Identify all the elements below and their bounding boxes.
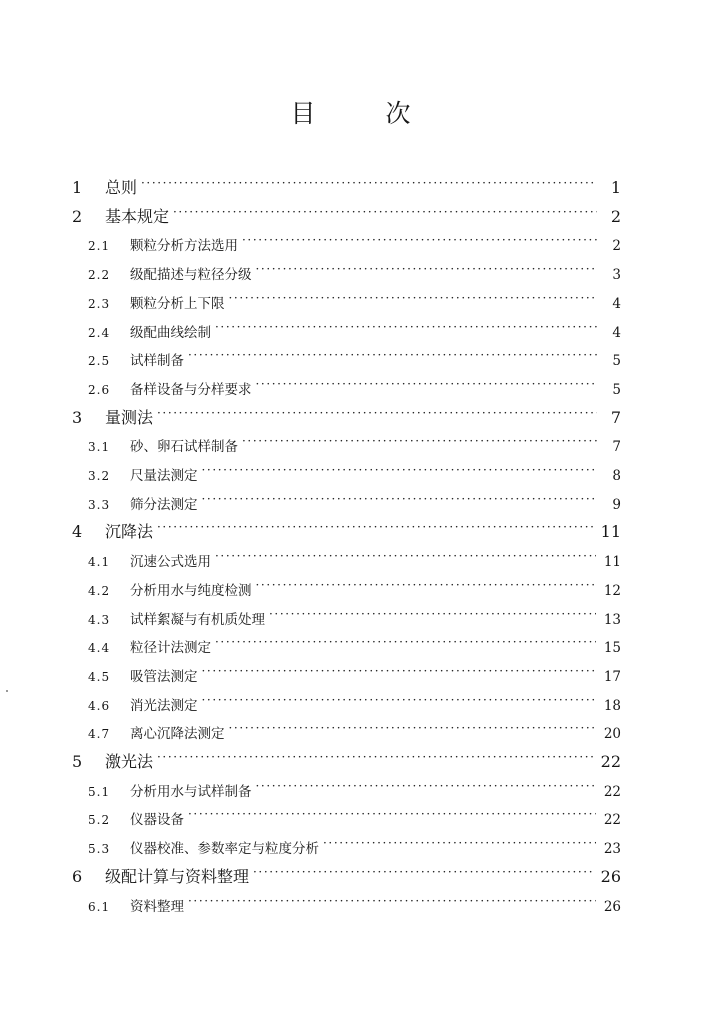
- toc-entry-label: 尺量法测定: [130, 468, 198, 484]
- toc-entry-label: 试样制备: [130, 353, 184, 370]
- toc-entry-page: 4: [612, 324, 621, 341]
- toc-entry-label: 量测法: [105, 407, 154, 427]
- toc-entry-page: 23: [603, 841, 621, 858]
- toc-entry-page: 26: [600, 866, 621, 886]
- toc-entry-page: 12: [603, 582, 621, 599]
- toc-entry[interactable]: [88, 774, 621, 800]
- toc-entry-number: 6.1: [88, 899, 111, 914]
- toc-entry-label: 级配描述与粒径分级: [130, 267, 252, 284]
- toc-leader-dots: [229, 716, 596, 738]
- toc-entry-page: 5: [612, 353, 621, 370]
- toc-leader-dots: [157, 401, 597, 423]
- toc-entry-page: 13: [603, 611, 621, 628]
- toc-leader-dots: [202, 659, 596, 681]
- toc-entry-label: 分析用水与试样制备: [130, 783, 252, 800]
- toc-entry-label: 离心沉降法测定: [130, 726, 225, 743]
- toc-entry[interactable]: [88, 573, 621, 599]
- toc-entry-label: 备样设备与分样要求: [130, 381, 252, 398]
- toc-entry-page: 2: [612, 238, 621, 255]
- toc-leader-dots: [242, 429, 597, 451]
- toc-entry[interactable]: [88, 630, 621, 657]
- toc-entry-number: 4.3: [88, 612, 111, 627]
- toc-leader-dots: [256, 573, 596, 595]
- toc-leader-dots: [229, 286, 598, 308]
- toc-leader-dots: [215, 544, 596, 566]
- toc-leader-dots: [173, 200, 597, 222]
- toc-entry[interactable]: [88, 602, 621, 628]
- toc-leader-dots: [157, 515, 593, 537]
- toc-leader-dots: [215, 315, 597, 337]
- toc-entry-number: 4.4: [88, 641, 111, 656]
- toc-entry[interactable]: [88, 889, 621, 915]
- toc-entry[interactable]: [88, 315, 621, 341]
- toc-entry-page: 26: [603, 898, 621, 915]
- toc-entry[interactable]: [88, 831, 621, 858]
- toc-entry-label: 沉降法: [105, 522, 154, 542]
- toc-entry-number: 3: [72, 407, 83, 427]
- toc-entry[interactable]: [88, 659, 621, 685]
- toc-entry[interactable]: [88, 688, 621, 714]
- toc-entry-number: 2.4: [88, 325, 111, 340]
- toc-entry-page: 7: [612, 439, 621, 456]
- toc-entry[interactable]: [88, 257, 621, 284]
- toc-entry[interactable]: [88, 458, 621, 484]
- toc-entry[interactable]: [72, 200, 621, 226]
- toc-entry[interactable]: [88, 802, 621, 829]
- toc-entry-label: 沉速公式选用: [130, 554, 211, 571]
- toc-entry-label: 筛分法测定: [130, 496, 198, 513]
- toc-entry-label: 级配计算与资料整理: [105, 866, 250, 886]
- toc-entry-page: 15: [603, 640, 621, 657]
- toc-entry-number: 2.5: [88, 354, 111, 369]
- toc-entry-number: 2.6: [88, 382, 111, 397]
- toc-entry[interactable]: [72, 171, 621, 197]
- toc-entry-page: 3: [612, 267, 621, 284]
- toc-entry[interactable]: [88, 372, 621, 398]
- toc-entry-number: 3.2: [88, 469, 111, 483]
- toc-entry[interactable]: [88, 286, 621, 312]
- page-title: [0, 94, 701, 130]
- toc-entry-number: 4.5: [88, 669, 111, 684]
- toc-entry-number: 2.3: [88, 296, 111, 311]
- toc-leader-dots: [188, 343, 597, 365]
- toc-leader-dots: [202, 458, 598, 480]
- toc-leader-dots: [202, 487, 598, 509]
- toc-entry-page: 5: [612, 381, 621, 398]
- toc-entry-number: 6: [72, 866, 83, 886]
- toc-entry[interactable]: [72, 515, 621, 542]
- toc-entry[interactable]: [88, 487, 621, 513]
- toc-entry-number: 5.1: [88, 784, 111, 799]
- title-char-2: 次: [385, 99, 411, 128]
- toc-entry-page: 18: [603, 697, 621, 714]
- toc-entry-number: 5.3: [88, 842, 111, 857]
- title-char-1: 目: [290, 99, 316, 128]
- toc-entry[interactable]: [72, 860, 621, 886]
- toc-entry-number: 4.1: [88, 555, 111, 570]
- toc-leader-dots: [215, 630, 596, 652]
- toc-leader-dots: [269, 602, 596, 624]
- toc-leader-dots: [253, 860, 593, 882]
- toc-entry-number: 5: [72, 752, 83, 771]
- toc-entry[interactable]: [72, 401, 621, 427]
- toc-entry-number: 3.1: [88, 440, 111, 455]
- scan-speck: [6, 690, 8, 692]
- toc-entry-page: 2: [610, 206, 621, 226]
- toc-entry-number: 4.7: [88, 727, 111, 742]
- toc-entry-label: 仪器校准、参数率定与粒度分析: [130, 841, 319, 858]
- toc-entry[interactable]: [72, 745, 621, 771]
- toc-entry-page: 11: [600, 522, 621, 542]
- toc-entry-page: 22: [603, 783, 621, 800]
- toc-entry-page: 17: [603, 668, 621, 685]
- toc-leader-dots: [256, 774, 596, 796]
- toc-entry-page: 4: [612, 295, 621, 312]
- toc-entry-label: 颗粒分析上下限: [130, 295, 225, 312]
- toc-entry-label: 消光法测定: [130, 697, 198, 714]
- toc-entry[interactable]: [88, 429, 621, 456]
- toc-entry-page: 9: [612, 496, 621, 513]
- toc-entry-page: 1: [610, 178, 621, 197]
- toc-entry-label: 总则: [105, 178, 138, 197]
- toc-entry-label: 级配曲线绘制: [130, 324, 211, 341]
- toc-entry-label: 吸管法测定: [130, 668, 198, 685]
- toc-entry-number: 1: [72, 178, 83, 197]
- toc-entry-number: 4.6: [88, 698, 111, 713]
- toc-leader-dots: [188, 802, 596, 824]
- toc-entry-label: 分析用水与纯度检测: [130, 582, 252, 599]
- toc-entry-number: 2.1: [88, 239, 111, 254]
- toc-entry-label: 颗粒分析方法选用: [130, 238, 238, 255]
- toc-entry-label: 资料整理: [130, 898, 184, 915]
- toc-entry-label: 仪器设备: [130, 812, 184, 829]
- toc-leader-dots: [256, 372, 598, 394]
- toc-leader-dots: [202, 688, 596, 710]
- toc-entry-label: 激光法: [105, 752, 154, 771]
- toc-entry-page: 22: [603, 812, 621, 829]
- toc-leader-dots: [141, 171, 597, 193]
- toc-entry-page: 7: [610, 407, 621, 427]
- toc-entry[interactable]: [88, 716, 621, 743]
- toc-entry-number: 3.3: [88, 497, 111, 512]
- toc-leader-dots: [256, 257, 598, 279]
- toc-entry-label: 粒径计法测定: [130, 640, 211, 657]
- toc-entry-number: 2: [72, 206, 83, 226]
- toc-entry-page: 11: [603, 554, 621, 571]
- toc-entry-number: 2.2: [88, 268, 111, 283]
- toc-entry-number: 4: [72, 522, 83, 542]
- toc-entry-number: 4.2: [88, 583, 111, 598]
- toc-leader-dots: [323, 831, 596, 853]
- toc-entry[interactable]: [88, 343, 621, 370]
- toc-entry-number: 5.2: [88, 813, 111, 828]
- toc-entry-label: 试样絮凝与有机质处理: [130, 611, 265, 628]
- toc-entry-label: 砂、卵石试样制备: [130, 439, 238, 456]
- toc-entry[interactable]: [88, 228, 621, 255]
- toc-entry[interactable]: [88, 544, 621, 571]
- toc-entry-label: 基本规定: [105, 206, 170, 226]
- toc-entry-page: 22: [600, 752, 621, 771]
- toc-entry-page: 8: [612, 468, 621, 484]
- toc-leader-dots: [188, 889, 596, 911]
- toc-leader-dots: [242, 228, 597, 250]
- toc-leader-dots: [157, 745, 593, 767]
- toc-entry-page: 20: [603, 726, 621, 743]
